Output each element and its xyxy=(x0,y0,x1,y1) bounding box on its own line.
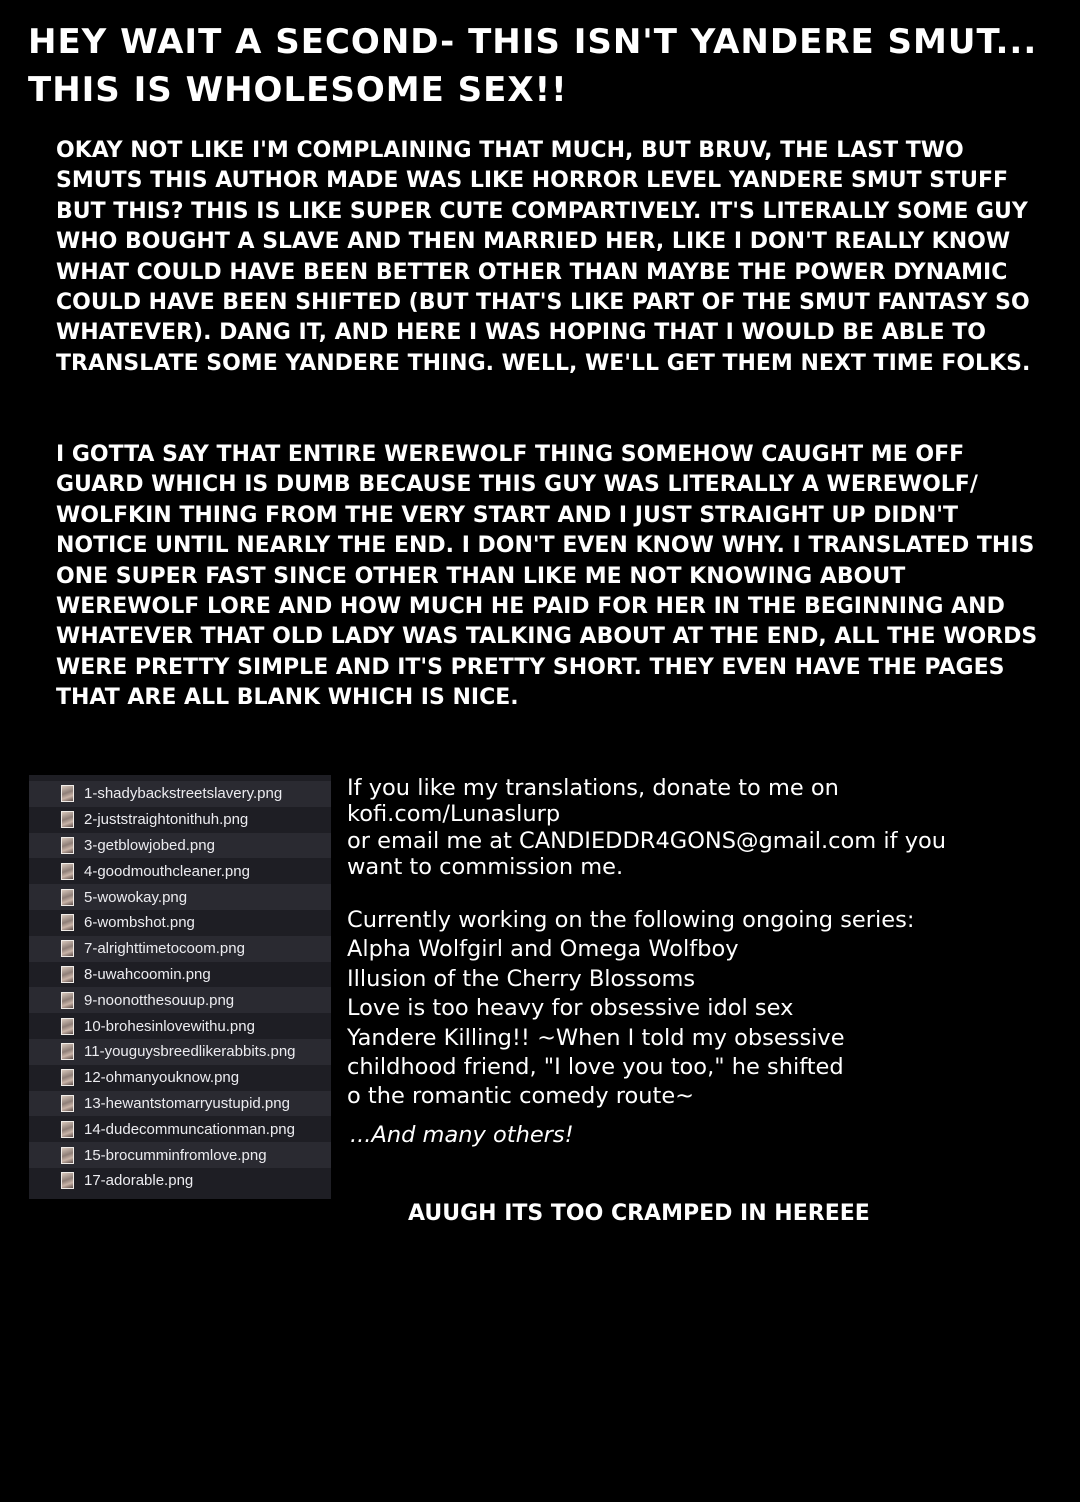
file-list-item[interactable] xyxy=(29,1116,331,1142)
file-name: 6-wombshot.png xyxy=(84,914,195,932)
series-item: Alpha Wolfgirl and Omega Wolfboy xyxy=(347,936,739,963)
title-line-2: THIS IS WHOLESOME SEX!! xyxy=(28,70,568,110)
email-line: or email me at CANDIEDDR4GONS@gmail.com if you xyxy=(347,827,947,854)
image-file-icon xyxy=(61,1069,74,1086)
file-name: 17-adorable.png xyxy=(84,1172,194,1190)
image-file-icon xyxy=(61,1018,74,1035)
file-name: 2-juststraightonithuh.png xyxy=(84,811,249,829)
series-item: Love is too heavy for obsessive idol sex xyxy=(347,995,794,1022)
file-list-item[interactable] xyxy=(29,1142,331,1168)
file-list-item[interactable] xyxy=(29,781,331,807)
series-item: o the romantic comedy route~ xyxy=(347,1083,695,1110)
file-list-item[interactable] xyxy=(29,936,331,962)
series-item: Yandere Killing!! ~When I told my obsessive xyxy=(347,1024,845,1051)
file-name: 12-ohmanyouknow.png xyxy=(84,1069,240,1087)
image-file-icon xyxy=(61,1095,74,1112)
file-list-item[interactable] xyxy=(29,910,331,936)
file-list-panel xyxy=(29,775,331,1199)
image-file-icon xyxy=(61,837,74,854)
file-name: 4-goodmouthcleaner.png xyxy=(84,862,250,880)
commentary-paragraph-1: OKAY NOT LIKE I'M COMPLAINING THAT MUCH, BUT BRUV, THE LAST TWO SMUTS THIS AUTHOR MADE WAS LIKE HORROR LEVEL YANDERE SMUT STUFF BUT THIS? THIS IS LIKE SUPER CUTE COMPARTIVELY. IT'S LITERALLY SOME GUY WHO BOUGHT A SLAVE AND THEN MARRIED HER, LIKE I DON'T REALLY KNOW WHAT COULD HAVE BEEN BETTER OTHER THAN MAYBE THE POWER DYNAMIC COULD HAVE BEEN SHIFTED (BUT THAT'S LIKE PART OF THE SMUT FANTASY SO WHATEVER). DANG IT, AND HERE I WAS HOPING THAT I WOULD BE ABLE TO TRANSLATE SOME YANDERE THING. WELL, WE'LL GET THEM NEXT TIME FOLKS. xyxy=(56,138,1031,376)
image-file-icon xyxy=(61,785,74,802)
kofi-link: kofi.com/Lunaslurp xyxy=(347,801,561,828)
file-name: 5-wowokay.png xyxy=(84,888,188,906)
file-name: 1-shadybackstreetslavery.png xyxy=(84,785,283,803)
donate-line: If you like my translations, donate to me on xyxy=(347,775,839,801)
commentary-paragraph-2: I GOTTA SAY THAT ENTIRE WEREWOLF THING SOMEHOW CAUGHT ME OFF GUARD WHICH IS DUMB BECAUSE THIS GUY WAS LITERALLY A WEREWOLF/ WOLFKIN THING FROM THE VERY START AND I JUST STRAIGHT UP DIDN'T NOTICE UNTIL NEARLY THE END. I DON'T EVEN KNOW WHY. I TRANSLATED THIS ONE SUPER FAST SINCE OTHER THAN LIKE ME NOT KNOWING ABOUT WEREWOLF LORE AND HOW MUCH HE PAID FOR HER IN THE BEGINNING AND WHATEVER THAT OLD LADY WAS TALKING ABOUT AT THE END, ALL THE WORDS WERE PRETTY SIMPLE AND IT'S PRETTY SHORT. THEY EVEN HAVE THE PAGES THAT ARE ALL BLANK WHICH IS NICE. xyxy=(56,442,1038,711)
file-name: 7-alrighttimetocoom.png xyxy=(84,940,245,958)
image-file-icon xyxy=(61,940,74,957)
file-list-item[interactable] xyxy=(29,1039,331,1065)
file-name: 10-brohesinlovewithu.png xyxy=(84,1017,255,1035)
file-name: 14-dudecommuncationman.png xyxy=(84,1120,295,1138)
file-list-item[interactable] xyxy=(29,833,331,859)
many-others-text: ...And many others! xyxy=(350,1122,574,1148)
title-line-1: HEY WAIT A SECOND- THIS ISN'T YANDERE SMUT... xyxy=(28,22,1038,62)
file-list-item[interactable] xyxy=(29,1013,331,1039)
image-file-icon xyxy=(61,1121,74,1138)
file-list-item[interactable] xyxy=(29,987,331,1013)
image-file-icon xyxy=(61,863,74,880)
image-file-icon xyxy=(61,1172,74,1189)
file-list-item[interactable] xyxy=(29,1065,331,1091)
series-item: childhood friend, "I love you too," he shifted xyxy=(347,1054,844,1081)
file-name: 15-brocumminfromlove.png xyxy=(84,1146,267,1164)
series-item: Illusion of the Cherry Blossoms xyxy=(347,965,696,992)
file-name: 3-getblowjobed.png xyxy=(84,836,215,854)
file-list-item[interactable] xyxy=(29,884,331,910)
image-file-icon xyxy=(61,811,74,828)
series-heading: Currently working on the following ongoing series: xyxy=(347,907,915,933)
page-title xyxy=(28,18,1068,114)
cramped-text: AUUGH ITS TOO CRAMPED IN HEREEE xyxy=(408,1201,870,1226)
commission-line: want to commission me. xyxy=(347,853,624,880)
donate-info xyxy=(347,775,1067,880)
file-list-item[interactable] xyxy=(29,1091,331,1117)
image-file-icon xyxy=(61,1147,74,1164)
file-list-item[interactable] xyxy=(29,807,331,833)
image-file-icon xyxy=(61,889,74,906)
file-list-item[interactable] xyxy=(29,1168,331,1194)
file-list-item[interactable] xyxy=(29,962,331,988)
file-list-item[interactable] xyxy=(29,858,331,884)
file-name: 13-hewantstomarryustupid.png xyxy=(84,1094,290,1112)
image-file-icon xyxy=(61,966,74,983)
file-name: 9-noonotthesouup.png xyxy=(84,991,235,1009)
file-name: 11-youguysbreedlikerabbits.png xyxy=(84,1043,296,1061)
file-name: 8-uwahcoomin.png xyxy=(84,965,211,983)
image-file-icon xyxy=(61,992,74,1009)
image-file-icon xyxy=(61,1043,74,1060)
ongoing-series xyxy=(347,906,1067,1112)
image-file-icon xyxy=(61,914,74,931)
